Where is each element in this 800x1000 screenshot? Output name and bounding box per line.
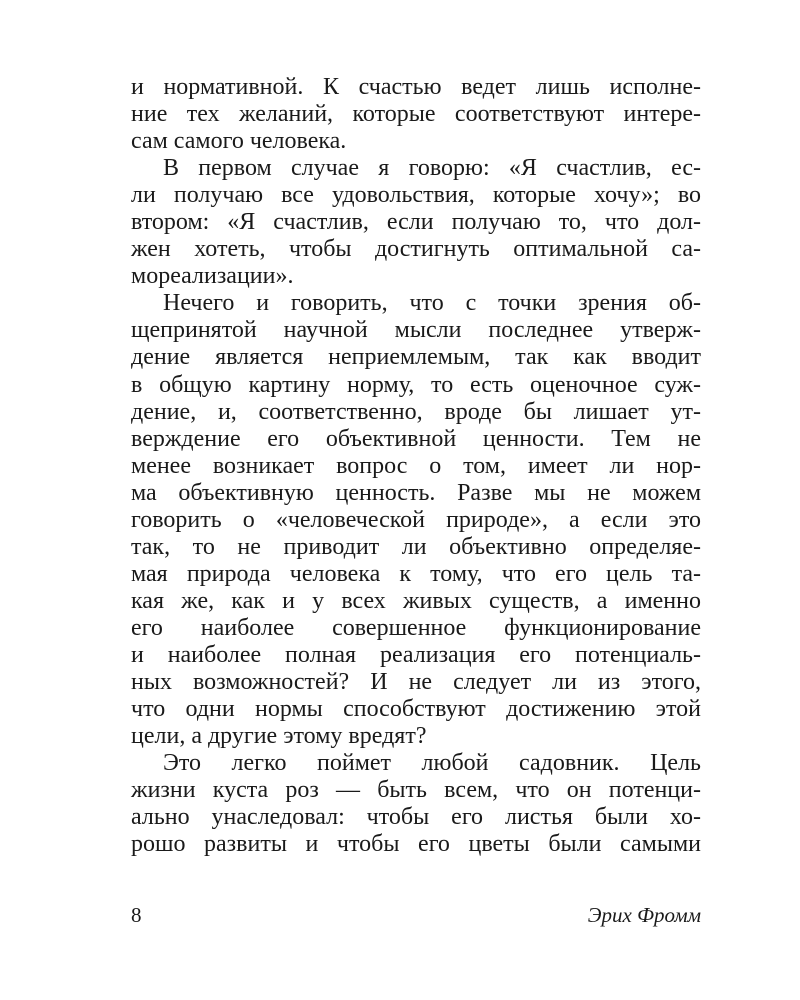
- running-head-author: Эрих Фромм: [587, 903, 701, 927]
- text-line: говорить о «человеческой природе», а если это: [131, 506, 701, 533]
- text-line: втором: «Я счастлив, если получаю то, что дол-: [131, 209, 701, 236]
- text-line: в общую картину норму, то есть оценочное суж-: [131, 371, 701, 398]
- text-line: мая природа человека к тому, что его цель та-: [131, 560, 701, 587]
- text-line: менее возникает вопрос о том, имеет ли нор-: [131, 452, 701, 479]
- text-line: что одни нормы способствуют достижению этой: [131, 696, 701, 723]
- text-line: и наиболее полная реализация его потенциаль-: [131, 641, 701, 668]
- page-number: 8: [131, 903, 142, 927]
- text-line: и нормативной. К счастью ведет лишь исполне-: [131, 74, 701, 100]
- text-line: Нечего и говорить, что с точки зрения об-: [163, 290, 701, 317]
- text-line: цели, а другие этому вредят?: [131, 723, 427, 750]
- text-line: В первом случае я говорю: «Я счастлив, ес-: [163, 155, 701, 182]
- text-line: верждение его объективной ценности. Тем не: [131, 425, 701, 452]
- text-line: Это легко поймет любой садовник. Цель: [163, 750, 701, 777]
- text-line: сам самого человека.: [131, 128, 347, 155]
- text-line: ных возможностей? И не следует ли из этого,: [131, 669, 701, 696]
- text-line: мореализации».: [131, 263, 294, 290]
- text-line: кая же, как и у всех живых существ, а именно: [131, 587, 701, 614]
- body-text: [131, 74, 701, 858]
- text-line: щепринятой научной мысли последнее утверж-: [131, 317, 701, 344]
- text-line: жизни куста роз — быть всем, что он потенци-: [131, 777, 701, 804]
- text-line: рошо развиты и чтобы его цветы были самыми: [131, 831, 701, 858]
- text-line: ально унаследовал: чтобы его листья были хо-: [131, 804, 701, 831]
- text-line: так, то не приводит ли объективно определяе-: [131, 533, 701, 560]
- text-line: жен хотеть, чтобы достигнуть оптимальной са-: [131, 236, 701, 263]
- text-line: дение, и, соответственно, вроде бы лишает ут-: [131, 398, 701, 425]
- text-line: ма объективную ценность. Разве мы не можем: [131, 479, 701, 506]
- text-line: дение является неприемлемым, так как вводит: [131, 344, 701, 371]
- text-line: ние тех желаний, которые соответствуют интере-: [131, 101, 701, 128]
- text-line: ли получаю все удовольствия, которые хочу»; во: [131, 182, 701, 209]
- text-line: его наиболее совершенное функционирование: [131, 614, 701, 641]
